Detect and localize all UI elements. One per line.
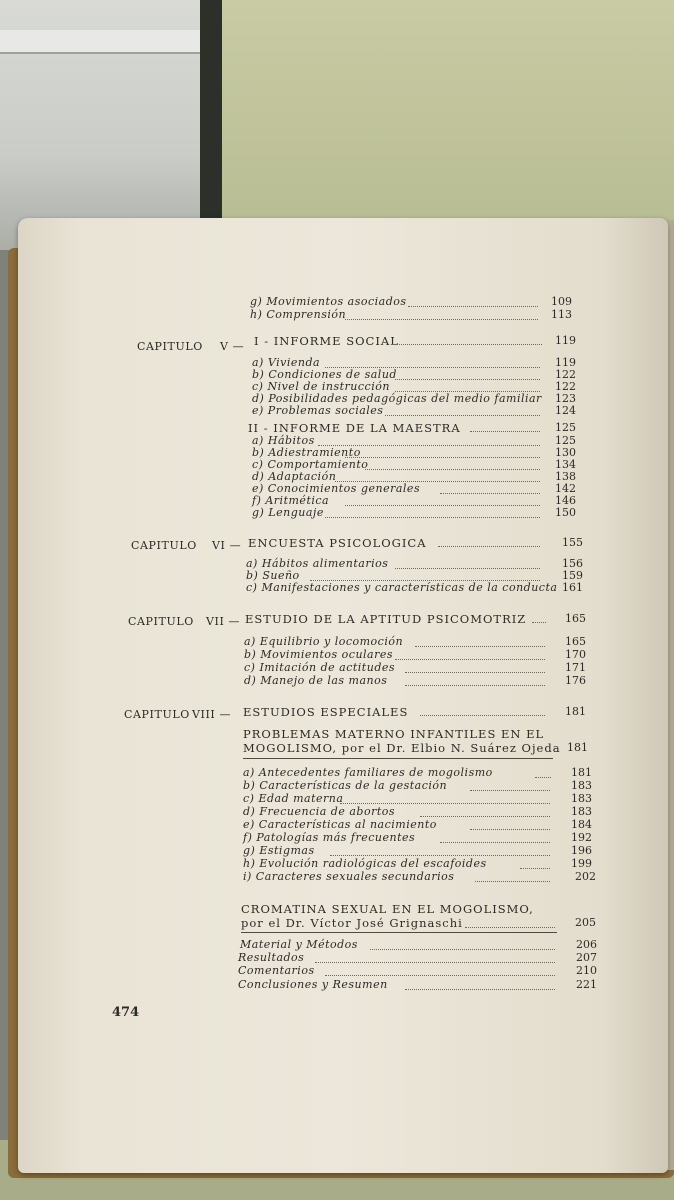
section-title: ESTUDIO DE LA APTITUD PSICOMOTRIZ bbox=[245, 612, 527, 626]
leader-dots bbox=[440, 493, 540, 494]
toc-entry: b) Movimientos oculares bbox=[244, 648, 394, 661]
toc-entry: d) Manejo de las manos bbox=[244, 674, 388, 687]
toc-page: 159 bbox=[562, 569, 583, 582]
toc-entry: c) Imitación de actitudes bbox=[244, 661, 396, 674]
toc-entry: b) Adiestramiento bbox=[252, 446, 361, 459]
toc-page: 165 bbox=[565, 635, 586, 648]
section-title: PROBLEMAS MATERNO INFANTILES EN EL bbox=[243, 727, 545, 741]
toc-page: 119 bbox=[555, 356, 576, 369]
toc-entry: c) Comportamiento bbox=[252, 458, 369, 471]
leader-dots bbox=[325, 975, 555, 976]
toc-entry: e) Características al nacimiento bbox=[243, 818, 437, 831]
section-title-line2: por el Dr. Víctor José Grignaschi bbox=[241, 916, 463, 930]
leader-dots bbox=[415, 646, 545, 647]
toc-entry: Material y Métodos bbox=[240, 938, 358, 951]
toc-page: 199 bbox=[571, 857, 592, 870]
book-edge bbox=[200, 0, 222, 230]
leader-dots bbox=[340, 803, 550, 804]
toc-page: 123 bbox=[555, 392, 576, 405]
toc-page: 181 bbox=[565, 705, 586, 718]
leader-dots bbox=[345, 457, 540, 458]
section-title: ENCUESTA PSICOLOGICA bbox=[248, 536, 427, 550]
toc-entry: a) Vivienda bbox=[252, 356, 321, 369]
toc-page: 184 bbox=[571, 818, 592, 831]
toc-entry: Comentarios bbox=[238, 964, 315, 977]
toc-page: 109 bbox=[551, 295, 572, 308]
toc-page: 183 bbox=[571, 779, 592, 792]
leader-dots bbox=[395, 568, 540, 569]
leader-dots bbox=[420, 715, 545, 716]
toc-page: 206 bbox=[576, 938, 597, 951]
chapter-number: VI — bbox=[212, 539, 242, 552]
leader-dots bbox=[535, 777, 551, 778]
chapter-number: V — bbox=[220, 340, 245, 353]
toc-page: 202 bbox=[575, 870, 596, 883]
leader-dots bbox=[315, 962, 555, 963]
leader-dots bbox=[330, 855, 550, 856]
toc-entry: g) Lenguaje bbox=[252, 506, 324, 519]
background-table bbox=[215, 0, 674, 240]
chapter-label: CAPITULO bbox=[128, 615, 194, 628]
leader-dots bbox=[440, 842, 550, 843]
toc-entry: d) Posibilidades pedagógicas del medio familiar bbox=[252, 392, 542, 405]
chapter-label: CAPITULO bbox=[131, 539, 197, 552]
leader-dots bbox=[392, 344, 542, 345]
leader-dots bbox=[405, 685, 545, 686]
chapter-number: VII — bbox=[206, 615, 241, 628]
toc-page: 221 bbox=[576, 978, 597, 991]
toc-entry: f) Patologías más frecuentes bbox=[243, 831, 416, 844]
toc-page: 125 bbox=[555, 421, 576, 434]
section-rule bbox=[243, 758, 553, 759]
toc-entry: i) Caracteres sexuales secundarios bbox=[243, 870, 455, 883]
toc-page: 205 bbox=[575, 916, 596, 929]
toc-entry: b) Sueño bbox=[246, 569, 300, 582]
leader-dots bbox=[420, 816, 550, 817]
chapter-number: VIII — bbox=[192, 708, 232, 721]
leader-dots bbox=[370, 949, 555, 950]
toc-page: 181 bbox=[571, 766, 592, 779]
toc-page: 138 bbox=[555, 470, 576, 483]
leader-dots bbox=[365, 469, 540, 470]
section-rule bbox=[241, 932, 557, 933]
toc-entry: b) Condiciones de salud bbox=[252, 368, 397, 381]
toc-entry: c) Manifestaciones y características de la conducta bbox=[246, 581, 558, 594]
section-title-line2: MOGOLISMO, por el Dr. Elbio N. Suárez Ojeda bbox=[243, 741, 561, 755]
toc-page: 113 bbox=[551, 308, 572, 321]
toc-page: 210 bbox=[576, 964, 597, 977]
leader-dots bbox=[465, 927, 555, 928]
leader-dots bbox=[475, 881, 550, 882]
toc-page: 125 bbox=[555, 434, 576, 447]
toc-entry: a) Equilibrio y locomoción bbox=[244, 635, 404, 648]
toc-entry: c) Edad materna bbox=[243, 792, 344, 805]
toc-page: 192 bbox=[571, 831, 592, 844]
toc-page: 176 bbox=[565, 674, 586, 687]
toc-entry: g) Movimientos asociados bbox=[250, 295, 407, 308]
toc-page: 171 bbox=[565, 661, 586, 674]
toc-entry: d) Adaptación bbox=[252, 470, 337, 483]
toc-entry: a) Antecedentes familiares de mogolismo bbox=[243, 766, 493, 779]
leader-dots bbox=[532, 622, 546, 623]
toc-entry: a) Hábitos bbox=[252, 434, 315, 447]
leader-dots bbox=[345, 505, 540, 506]
leader-dots bbox=[385, 415, 540, 416]
leader-dots bbox=[345, 319, 538, 320]
leader-dots bbox=[470, 790, 550, 791]
toc-page: 122 bbox=[555, 368, 576, 381]
toc-page: 122 bbox=[555, 380, 576, 393]
toc-page: 196 bbox=[571, 844, 592, 857]
toc-page: 142 bbox=[555, 482, 576, 495]
section-title: I - INFORME SOCIAL bbox=[254, 334, 399, 348]
toc-entry: a) Hábitos alimentarios bbox=[246, 557, 389, 570]
toc-page: 130 bbox=[555, 446, 576, 459]
toc-entry: Conclusiones y Resumen bbox=[238, 978, 388, 991]
section-title: ESTUDIOS ESPECIALES bbox=[243, 705, 409, 719]
toc-page: 146 bbox=[555, 494, 576, 507]
toc-entry: d) Frecuencia de abortos bbox=[243, 805, 396, 818]
toc-entry: h) Evolución radiológicas del escafoides bbox=[243, 857, 487, 870]
toc-page: 124 bbox=[555, 404, 576, 417]
toc-page: 183 bbox=[571, 805, 592, 818]
leader-dots bbox=[520, 868, 550, 869]
toc-page: 134 bbox=[555, 458, 576, 471]
leader-dots bbox=[470, 829, 550, 830]
leader-dots bbox=[405, 989, 555, 990]
toc-page: 183 bbox=[571, 792, 592, 805]
toc-page: 161 bbox=[562, 581, 583, 594]
leader-dots bbox=[470, 431, 540, 432]
toc-entry: Resultados bbox=[238, 951, 305, 964]
toc-page: 155 bbox=[562, 536, 583, 549]
background-shelf bbox=[0, 30, 230, 54]
toc-entry: e) Conocimientos generales bbox=[252, 482, 421, 495]
leader-dots bbox=[408, 306, 538, 307]
chapter-label: CAPITULO bbox=[124, 708, 190, 721]
leader-dots bbox=[405, 672, 545, 673]
toc-page: 181 bbox=[567, 741, 588, 754]
toc-entry: c) Nivel de instrucción bbox=[252, 380, 390, 393]
page-number: 474 bbox=[112, 1005, 140, 1020]
leader-dots bbox=[325, 517, 540, 518]
section-title: CROMATINA SEXUAL EN EL MOGOLISMO, bbox=[241, 902, 534, 916]
toc-page: 156 bbox=[562, 557, 583, 570]
toc-page: 165 bbox=[565, 612, 586, 625]
toc-entry: e) Problemas sociales bbox=[252, 404, 384, 417]
toc-page: 170 bbox=[565, 648, 586, 661]
toc-entry: b) Características de la gestación bbox=[243, 779, 448, 792]
toc-page: 207 bbox=[576, 951, 597, 964]
leader-dots bbox=[395, 659, 545, 660]
leader-dots bbox=[438, 546, 540, 547]
toc-entry: f) Aritmética bbox=[252, 494, 330, 507]
toc-page: 119 bbox=[555, 334, 576, 347]
toc-page: 150 bbox=[555, 506, 576, 519]
section-title: II - INFORME DE LA MAESTRA bbox=[248, 421, 461, 435]
toc-entry: g) Estigmas bbox=[243, 844, 315, 857]
toc-entry: h) Comprensión bbox=[250, 308, 347, 321]
chapter-label: CAPITULO bbox=[137, 340, 203, 353]
leader-dots bbox=[395, 379, 540, 380]
